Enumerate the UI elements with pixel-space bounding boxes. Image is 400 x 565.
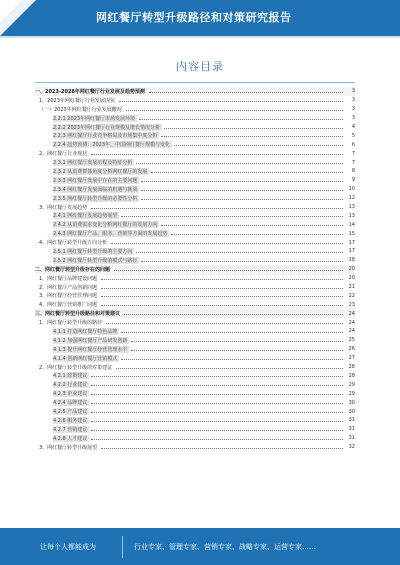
toc-entry-label: 4.2.1 政策建议: [53, 373, 88, 380]
toc-leader-dots: [141, 261, 343, 262]
toc-entry-page: 28: [348, 364, 355, 371]
toc-leader-dots: [141, 190, 343, 191]
toc-entry-label: 4、网红餐厅转型升级方向分析: [39, 240, 108, 247]
toc-entry-label: 2.2.2 2023年网红餐厅行业规模及增长情况分析: [53, 124, 161, 131]
toc-entry-page: 15: [348, 230, 355, 237]
toc-leader-dots: [149, 92, 343, 93]
toc-entry-page: 29: [348, 390, 355, 397]
header-corner-accent: [0, 0, 22, 22]
toc-entry-label: 三、网红餐厅转型升级路径和对策建议: [35, 311, 121, 318]
toc-leader-dots: [131, 350, 343, 351]
toc-entry-label: 3、网红餐厅发展趋势: [39, 204, 88, 211]
report-footer: [0, 528, 400, 565]
toc-entry-label: 4、网红餐厅营销推广问题: [39, 302, 98, 309]
toc-entry-label: 4.2.7 营销建议: [53, 426, 88, 433]
toc-entry-page: 7: [351, 159, 355, 166]
toc-entry-label: 4.1.3 提升网红餐厅经营管理水平: [53, 346, 128, 353]
toc-entry-page: 20: [348, 266, 355, 273]
toc-entry[interactable]: [35, 167, 355, 176]
toc-entry-page: 17: [348, 248, 355, 255]
toc-entry-label: 2.4.3 网红餐厅产品、服务、营销等方面的发展趋势: [53, 231, 168, 238]
toc-entry-label: 4.2.6 服务建议: [53, 417, 88, 424]
toc-entry-page: 30: [348, 399, 355, 406]
toc-leader-dots: [91, 412, 343, 413]
toc-entry-label: 2.3.3 网红餐厅发展中存在的主要问题: [53, 177, 138, 184]
toc-entry-label: 2.3.1 网红餐厅发展历程及特征分析: [53, 160, 133, 167]
toc-entry-page: 29: [348, 381, 355, 388]
toc-entry-page: 22: [348, 292, 355, 299]
toc-leader-dots: [101, 448, 343, 449]
toc-entry-label: 2、网红餐厅转型升级的对策建议: [39, 364, 113, 371]
toc-entry[interactable]: [35, 363, 355, 372]
toc-entry-label: 4.2.2 行业建议: [53, 382, 88, 389]
toc-entry-label: （一）2023年网红餐厅行业发展概况: [39, 106, 122, 113]
toc-entry-label: 2.5.1 网红餐厅转型升级的主要方向: [53, 248, 133, 255]
toc-leader-dots: [106, 323, 343, 324]
toc-leader-dots: [101, 296, 343, 297]
toc-leader-dots: [91, 376, 343, 377]
toc-entry[interactable]: [35, 345, 355, 354]
toc-leader-dots: [121, 332, 343, 333]
toc-entry-label: 2.2.3 网红餐厅行业竞争格局及市场集中度分析: [53, 133, 158, 140]
toc-leader-dots: [114, 270, 343, 271]
toc-entry[interactable]: [35, 372, 355, 381]
toc-entry-label: 1、2023年网红餐厅行业发展现状: [39, 97, 115, 104]
toc-entry[interactable]: [35, 185, 355, 194]
toc-leader-dots: [91, 154, 343, 155]
toc-leader-dots: [119, 101, 343, 102]
toc-entry-label: 4.2.4 品牌建议: [53, 400, 88, 407]
toc-leader-dots: [141, 199, 343, 200]
toc-entry-page: 23: [348, 301, 355, 308]
toc-leader-dots: [91, 421, 343, 422]
toc-leader-dots: [91, 403, 343, 404]
toc-entry[interactable]: [35, 131, 355, 140]
toc-leader-dots: [121, 359, 343, 360]
toc-entry-page: 32: [348, 444, 355, 451]
toc-entry-page: 24: [348, 310, 355, 317]
toc-entry-label: 2.3.2 从消费群体角度分析网红餐厅的发展: [53, 168, 148, 175]
toc-leader-dots: [174, 145, 343, 146]
toc-entry-label: 2.3.4 网红餐厅发展面临的机遇与挑战: [53, 186, 138, 193]
toc-entry-page: 7: [351, 150, 355, 157]
toc-entry-page: 3: [351, 106, 355, 113]
toc-leader-dots: [111, 243, 343, 244]
toc-entry-label: 1、网红餐厅转型升级的路径: [39, 320, 103, 327]
footer-slogan-left: 让每个人都能成为: [40, 543, 96, 551]
toc-leader-dots: [126, 110, 343, 111]
toc-entry[interactable]: [35, 140, 355, 149]
toc-entry-page: 18: [348, 257, 355, 264]
toc-divider: [35, 82, 355, 83]
toc-entry-page: 4: [351, 124, 355, 130]
toc-entry-label: 2、网红餐厅产品创新问题: [39, 284, 98, 291]
toc-entry[interactable]: [35, 416, 355, 425]
toc-entry[interactable]: [35, 336, 355, 345]
report-header: [0, 0, 400, 36]
toc-entry-label: 2.2.4 趋势预测：2023年、中国网红餐厅规模与变化: [53, 142, 171, 149]
toc-leader-dots: [124, 314, 343, 315]
footer-separator: [122, 536, 123, 558]
toc-entry[interactable]: [35, 354, 355, 363]
toc-entry-label: 4.1.4 创新网红餐厅营销模式: [53, 355, 118, 362]
toc-entry-page: 8: [351, 168, 355, 175]
toc-leader-dots: [164, 128, 343, 129]
toc-entry[interactable]: [35, 380, 355, 389]
toc-leader-dots: [136, 252, 343, 253]
toc-entry-label: 一、2023-2028年网红餐厅行业发展及趋势预测: [35, 88, 145, 95]
toc-entry-label: 4.2.5 产品建议: [53, 409, 88, 415]
toc-leader-dots: [91, 439, 343, 440]
toc-entry[interactable]: [35, 300, 355, 309]
toc-entry-page: 13: [348, 204, 355, 211]
toc-entry[interactable]: [35, 238, 355, 247]
toc-entry-page: 31: [348, 426, 355, 433]
toc-entry-label: 2.2.1 2023年网红餐厅市场发展环境: [53, 115, 136, 122]
toc-leader-dots: [121, 216, 343, 217]
toc-leader-dots: [131, 341, 343, 342]
toc-entry[interactable]: [35, 407, 355, 416]
toc-entry-page: 27: [348, 355, 355, 362]
toc-leader-dots: [91, 385, 343, 386]
toc-entry-page: 20: [348, 275, 355, 282]
toc-entry[interactable]: [35, 327, 355, 336]
toc-leader-dots: [136, 163, 343, 164]
toc-entry[interactable]: [35, 425, 355, 434]
toc-entry-label: 2.4.1 网红餐厅发展趋势展望: [53, 213, 118, 220]
table-of-contents: [35, 87, 355, 452]
toc-entry[interactable]: [35, 158, 355, 167]
toc-entry-page: 25: [348, 337, 355, 344]
toc-entry-page: 14: [348, 221, 355, 228]
toc-entry-page: 3: [351, 115, 355, 122]
toc-leader-dots: [91, 430, 343, 431]
toc-entry[interactable]: [35, 87, 355, 96]
toc-entry[interactable]: [35, 123, 355, 132]
toc-leader-dots: [161, 225, 343, 226]
toc-entry-label: 2.3.5 网红餐厅转型升级的必要性分析: [53, 195, 138, 202]
toc-entry-label: 2.5.2 网红餐厅转型升级的模式与路径: [53, 257, 138, 264]
toc-entry[interactable]: [35, 229, 355, 238]
toc-entry[interactable]: [35, 220, 355, 229]
toc-entry[interactable]: [35, 194, 355, 203]
toc-entry-page: 12: [348, 195, 355, 202]
toc-entry-label: 4.1.2 加强网红餐厅产品研发创新: [53, 337, 128, 344]
toc-leader-dots: [139, 119, 343, 120]
toc-entry-page: 28: [348, 372, 355, 379]
toc-entry-page: 26: [348, 346, 355, 353]
toc-entry-label: 3、网红餐厅转型升级展望: [39, 444, 98, 451]
toc-entry-label: 2.4.2 从消费需求变化分析网红餐厅的发展方向: [53, 222, 158, 229]
toc-entry-page: 13: [348, 212, 355, 219]
toc-entry[interactable]: [35, 149, 355, 158]
toc-entry[interactable]: [35, 114, 355, 123]
toc-entry[interactable]: [35, 274, 355, 283]
toc-heading: 内容目录: [176, 60, 224, 73]
toc-entry[interactable]: [35, 176, 355, 185]
toc-entry-page: 24: [348, 319, 355, 326]
toc-entry[interactable]: [35, 389, 355, 398]
toc-entry-page: 6: [351, 141, 355, 148]
toc-entry[interactable]: [35, 265, 355, 274]
toc-entry-page: 3: [351, 97, 355, 104]
toc-entry[interactable]: [35, 247, 355, 256]
toc-entry[interactable]: [35, 443, 355, 452]
toc-entry-page: 30: [348, 408, 355, 415]
toc-leader-dots: [116, 368, 343, 369]
toc-entry[interactable]: [35, 318, 355, 327]
toc-entry[interactable]: [35, 256, 355, 265]
toc-leader-dots: [151, 172, 343, 173]
toc-entry[interactable]: [35, 283, 355, 292]
toc-entry-label: 2、网红餐厅行业现状: [39, 151, 88, 158]
toc-entry[interactable]: [35, 211, 355, 220]
toc-leader-dots: [101, 288, 343, 289]
toc-entry-page: 31: [348, 417, 355, 424]
toc-leader-dots: [91, 394, 343, 395]
toc-entry-label: 1、网红餐厅品牌建设问题: [39, 275, 98, 282]
toc-entry[interactable]: [35, 291, 355, 300]
toc-leader-dots: [141, 181, 343, 182]
footer-slogan-right: 行业专家、管理专家、营销专家、战略专家、运营专家……: [134, 543, 316, 551]
toc-entry-page: 17: [348, 239, 355, 246]
toc-entry-label: 4.2.3 企业建议: [53, 391, 88, 398]
toc-entry-label: 二、网红餐厅转型升级存在的问题: [35, 266, 111, 273]
toc-entry-label: 4.2.8 人才建议: [53, 435, 88, 442]
toc-entry-page: 5: [351, 132, 355, 139]
toc-leader-dots: [161, 136, 343, 137]
toc-entry-label: 4.1.1 打造网红餐厅特色品牌: [53, 328, 118, 335]
toc-entry[interactable]: [35, 203, 355, 212]
toc-entry[interactable]: [35, 309, 355, 318]
toc-entry-label: 3、网红餐厅经营管理问题: [39, 293, 98, 300]
toc-entry-page: 31: [348, 435, 355, 442]
toc-entry[interactable]: [35, 398, 355, 407]
toc-entry[interactable]: [35, 105, 355, 114]
toc-entry-page: 24: [348, 328, 355, 335]
toc-leader-dots: [101, 279, 343, 280]
toc-leader-dots: [171, 234, 343, 235]
report-title: 网红餐厅转型升级路径和对策研究报告: [96, 11, 292, 24]
toc-leader-dots: [101, 305, 343, 306]
toc-entry[interactable]: [35, 434, 355, 443]
toc-entry-page: 21: [348, 284, 355, 291]
toc-entry[interactable]: [35, 96, 355, 105]
toc-page: [0, 38, 400, 528]
toc-leader-dots: [91, 208, 343, 209]
toc-entry-page: 10: [348, 186, 355, 193]
toc-entry-page: 3: [351, 88, 355, 95]
toc-entry-page: 9: [351, 177, 355, 184]
